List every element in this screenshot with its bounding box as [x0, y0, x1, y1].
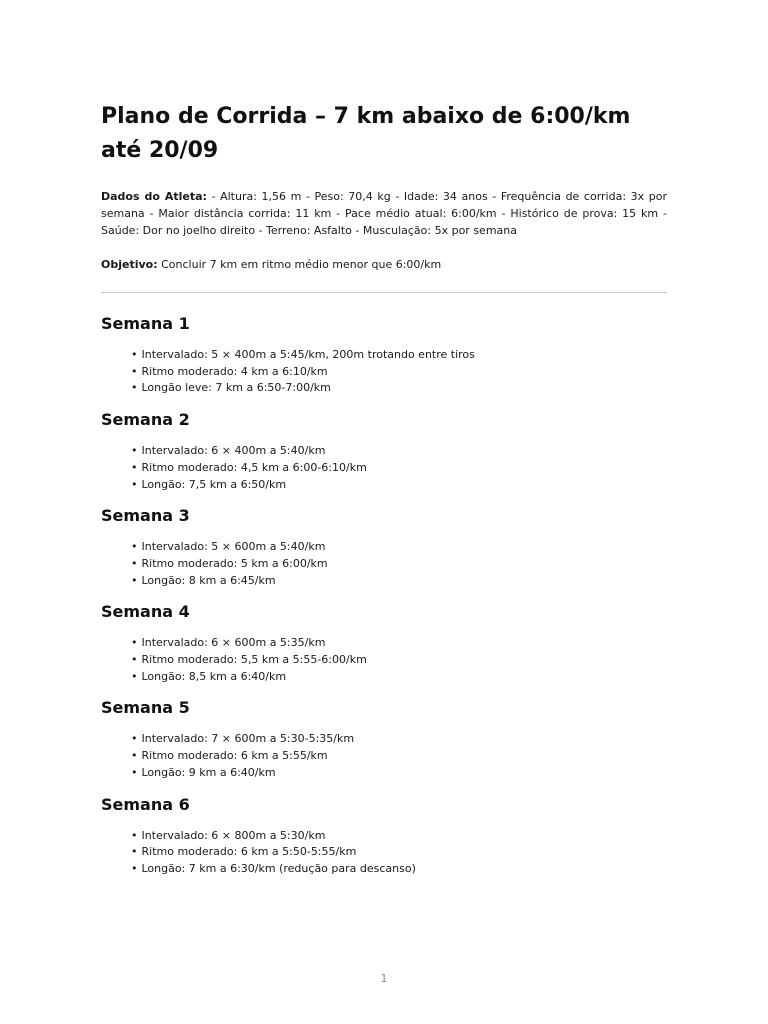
- list-item: • Ritmo moderado: 5 km a 6:00/km: [131, 556, 667, 573]
- week-item-list: [101, 347, 667, 397]
- week-section-6: [101, 794, 667, 878]
- list-item: • Ritmo moderado: 4 km a 6:10/km: [131, 364, 667, 381]
- list-item: • Longão: 9 km a 6:40/km: [131, 765, 667, 782]
- objective-text: Concluir 7 km em ritmo médio menor que 6:00/km: [157, 258, 442, 271]
- list-item: • Intervalado: 6 × 600m a 5:35/km: [131, 635, 667, 652]
- list-item: • Longão: 7,5 km a 6:50/km: [131, 477, 667, 494]
- week-title: Semana 5: [101, 698, 190, 718]
- list-item: • Ritmo moderado: 4,5 km a 6:00-6:10/km: [131, 460, 667, 477]
- list-item: • Intervalado: 5 × 400m a 5:45/km, 200m trotando entre tiros: [131, 347, 667, 364]
- week-item-list: [101, 443, 667, 493]
- week-item-list: [101, 828, 667, 878]
- week-title: Semana 1: [101, 314, 190, 333]
- week-section-5: [101, 697, 667, 781]
- athlete-data-label: Dados do Atleta:: [101, 190, 207, 203]
- week-section-2: [101, 409, 667, 493]
- week-title: Semana 6: [101, 794, 190, 814]
- list-item: • Ritmo moderado: 6 km a 5:50-5:55/km: [131, 844, 667, 861]
- list-item: • Intervalado: 7 × 600m a 5:30-5:35/km: [131, 731, 667, 748]
- week-title: Semana 2: [101, 410, 190, 430]
- week-title: Semana 4: [101, 602, 190, 622]
- week-title: Semana 3: [101, 506, 190, 526]
- week-section-4: [101, 601, 667, 685]
- list-item: • Ritmo moderado: 5,5 km a 5:55-6:00/km: [131, 652, 667, 669]
- week-item-list: [101, 635, 667, 685]
- document-page: [101, 100, 667, 890]
- list-item: • Longão: 8 km a 6:45/km: [131, 573, 667, 590]
- objective-label: Objetivo:: [101, 258, 158, 271]
- objective-paragraph: [101, 256, 667, 273]
- list-item: • Intervalado: 6 × 400m a 5:40/km: [131, 443, 667, 460]
- list-item: • Ritmo moderado: 6 km a 5:55/km: [131, 748, 667, 765]
- list-item: • Intervalado: 5 × 600m a 5:40/km: [131, 539, 667, 556]
- list-item: • Longão: 8,5 km a 6:40/km: [131, 669, 667, 686]
- athlete-data-text: - Altura: 1,56 m - Peso: 70,4 kg - Idade: 34 anos - Frequência de corrida: 3x por semana - Maior distância corrida: 11 km - Pace médio atual: 6:00/km - Histórico de prova: 15 km - Saúde: Dor no joelho direito - Terreno: Asfalto - Musculação: 5x por semana: [101, 190, 667, 237]
- section-divider: [101, 292, 667, 293]
- list-item: • Longão leve: 7 km a 6:50-7:00/km: [131, 380, 667, 397]
- list-item: • Longão: 7 km a 6:30/km (redução para descanso): [131, 861, 667, 878]
- athlete-data-paragraph: [101, 188, 667, 239]
- week-section-1: [101, 313, 667, 397]
- week-item-list: [101, 731, 667, 781]
- week-section-3: [101, 505, 667, 589]
- list-item: • Intervalado: 6 × 800m a 5:30/km: [131, 828, 667, 845]
- page-number: 1: [380, 972, 388, 985]
- week-item-list: [101, 539, 667, 589]
- page-title: Plano de Corrida – 7 km abaixo de 6:00/km até 20/09: [101, 104, 631, 163]
